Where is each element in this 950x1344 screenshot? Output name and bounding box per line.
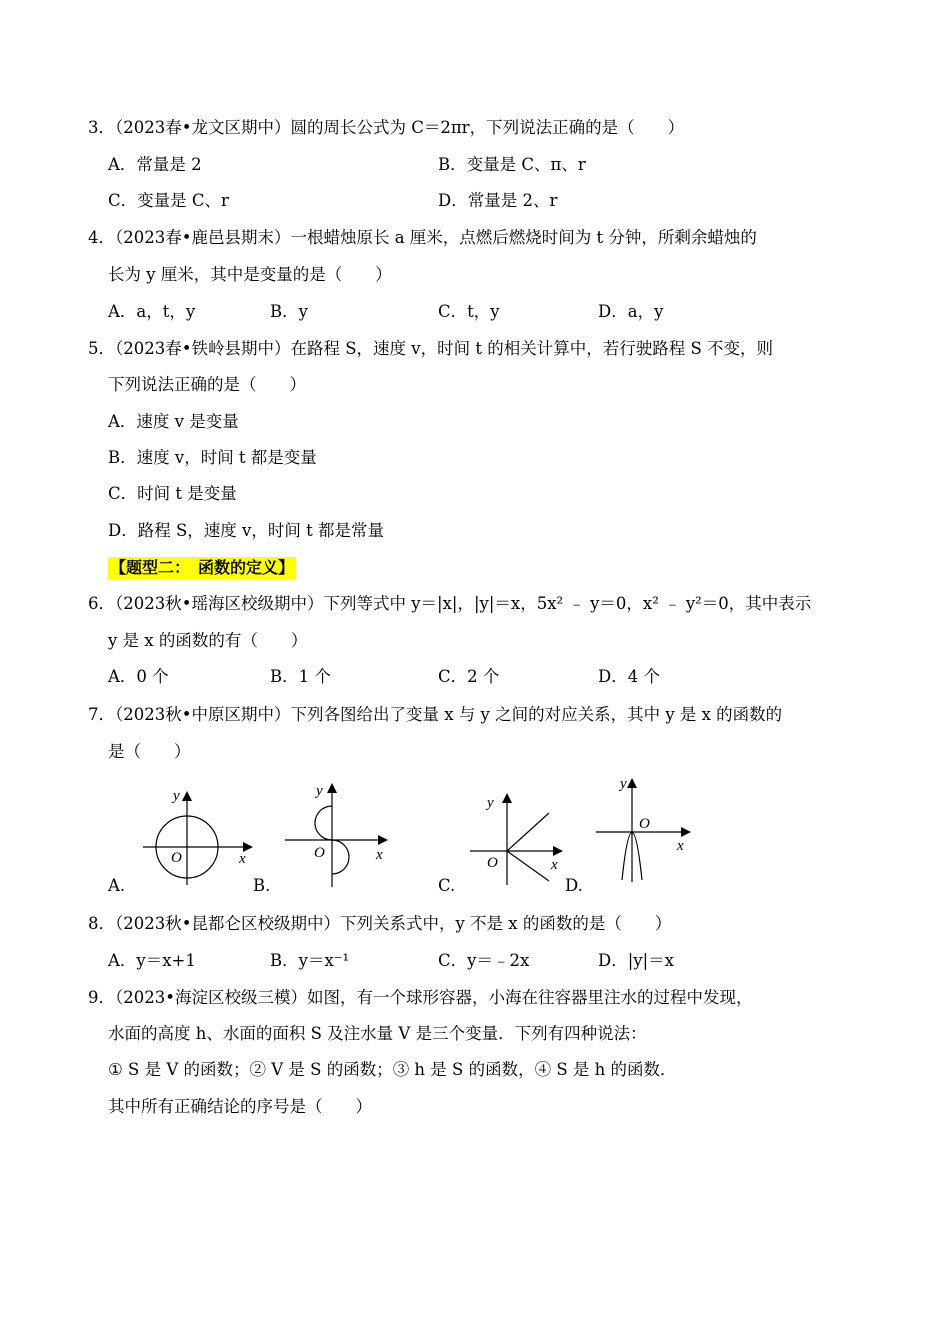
q8-option-a[interactable]: A．y＝x+1	[108, 951, 196, 970]
q7-figure-b-semicircles	[280, 775, 395, 890]
q3-stem: 3．（2023春•龙文区期中）圆的周长公式为 C＝2πr，下列说法正确的是（ ）	[88, 118, 685, 137]
q7-stem-line1: 7．（2023秋•中原区期中）下列各图给出了变量 x 与 y 之间的对应关系，其中 y 是 x 的函数的	[88, 705, 783, 724]
lower-ray	[507, 851, 549, 881]
q4-stem-line1: 4．（2023春•鹿邑县期末）一根蜡烛原长 a 厘米，点燃后燃烧时间为 t 分钟，所剩余蜡烛的	[88, 228, 757, 247]
q3-option-b[interactable]: B．变量是 C、π、r	[438, 155, 586, 174]
q5-stem-line1: 5．（2023春•铁岭县期中）在路程 S，速度 v，时间 t 的相关计算中，若行驶路程 S 不变，则	[88, 339, 773, 358]
q4-option-a[interactable]: A．a，t，y	[108, 302, 196, 321]
x-axis-arrow-icon	[378, 835, 388, 845]
q3-option-d[interactable]: D．常量是 2、r	[438, 191, 558, 210]
q9-stem-line3: ① S 是 V 的函数；② V 是 S 的函数；③ h 是 S 的函数，④ S 是 h 的函数．	[108, 1060, 677, 1079]
q7-stem-line2: 是（ ）	[108, 742, 191, 761]
q8-option-c[interactable]: C．y＝﹣2x	[438, 951, 530, 970]
q8-option-d[interactable]: D．|y|＝x	[598, 951, 674, 970]
q5-option-c[interactable]: C．时间 t 是变量	[108, 484, 237, 503]
q4-stem-line2: 长为 y 厘米，其中是变量的是（ ）	[108, 265, 392, 284]
q5-option-b[interactable]: B．速度 v，时间 t 都是变量	[108, 448, 317, 467]
q4-option-b[interactable]: B．y	[270, 302, 308, 321]
q5-option-a[interactable]: A．速度 v 是变量	[108, 412, 239, 431]
q7-option-a[interactable]: A.	[108, 876, 126, 895]
q6-stem-line1: 6．（2023秋•瑶海区校级期中）下列等式中 y＝|x|，|y|＝x，5x² ﹣ y＝0，x² ﹣ y²＝0，其中表示	[88, 594, 812, 613]
q7-figure-a-circle	[135, 785, 260, 885]
q6-option-a[interactable]: A．0 个	[108, 667, 169, 686]
q6-stem-line2: y 是 x 的函数的有（ ）	[108, 631, 308, 650]
y-label: y	[487, 795, 494, 811]
q3-option-c[interactable]: C．变量是 C、r	[108, 191, 229, 210]
x-axis-arrow-icon	[681, 827, 691, 837]
y-axis-arrow-icon	[502, 793, 512, 803]
q7-option-d[interactable]: D.	[565, 876, 583, 895]
section-header: 【题型二： 函数的定义】	[110, 558, 295, 577]
x-label: x	[376, 847, 383, 863]
y-axis-arrow-icon	[182, 791, 192, 801]
x-label: x	[239, 851, 246, 867]
q6-option-b[interactable]: B．1 个	[270, 667, 331, 686]
origin-label: O	[314, 845, 325, 861]
q6-option-c[interactable]: C．2 个	[438, 667, 500, 686]
origin-label: O	[487, 855, 498, 871]
q7-option-b[interactable]: B.	[253, 876, 271, 895]
y-label: y	[620, 776, 627, 792]
x-axis-arrow-icon	[553, 846, 563, 856]
x-label: x	[677, 838, 684, 854]
q8-stem: 8．（2023秋•昆都仑区校级期中）下列关系式中，y 不是 x 的函数的是（ ）	[88, 914, 672, 933]
q7-figure-d-parabola	[593, 770, 703, 885]
upper-ray	[507, 813, 549, 851]
y-axis-arrow-icon	[627, 778, 637, 788]
origin-label: O	[171, 850, 182, 866]
q9-stem-line2: 水面的高度 h、水面的面积 S 及注水量 V 是三个变量．下列有四种说法：	[108, 1024, 647, 1043]
x-label: x	[551, 857, 558, 873]
y-label: y	[316, 783, 323, 799]
q5-option-d[interactable]: D．路程 S，速度 v，时间 t 都是常量	[108, 521, 384, 540]
q5-stem-line2: 下列说法正确的是（ ）	[108, 375, 306, 394]
y-label: y	[173, 788, 180, 804]
q4-option-c[interactable]: C．t，y	[438, 302, 500, 321]
y-axis-arrow-icon	[327, 783, 337, 793]
q9-stem-line4: 其中所有正确结论的序号是（ ）	[108, 1097, 372, 1116]
q8-option-b[interactable]: B．y＝x⁻¹	[270, 951, 350, 970]
upper-semicircle	[315, 806, 332, 840]
q7-figure-c-rays	[465, 785, 575, 885]
origin-label: O	[639, 816, 650, 832]
q6-option-d[interactable]: D．4 个	[598, 667, 660, 686]
q7-option-c[interactable]: C.	[438, 876, 456, 895]
q3-option-a[interactable]: A．常量是 2	[108, 155, 202, 174]
q4-option-d[interactable]: D．a，y	[598, 302, 664, 321]
q9-stem-line1: 9．（2023•海淀区校级三模）如图，有一个球形容器，小海在往容器里注水的过程中发现，	[88, 988, 753, 1007]
lower-semicircle	[332, 840, 349, 874]
